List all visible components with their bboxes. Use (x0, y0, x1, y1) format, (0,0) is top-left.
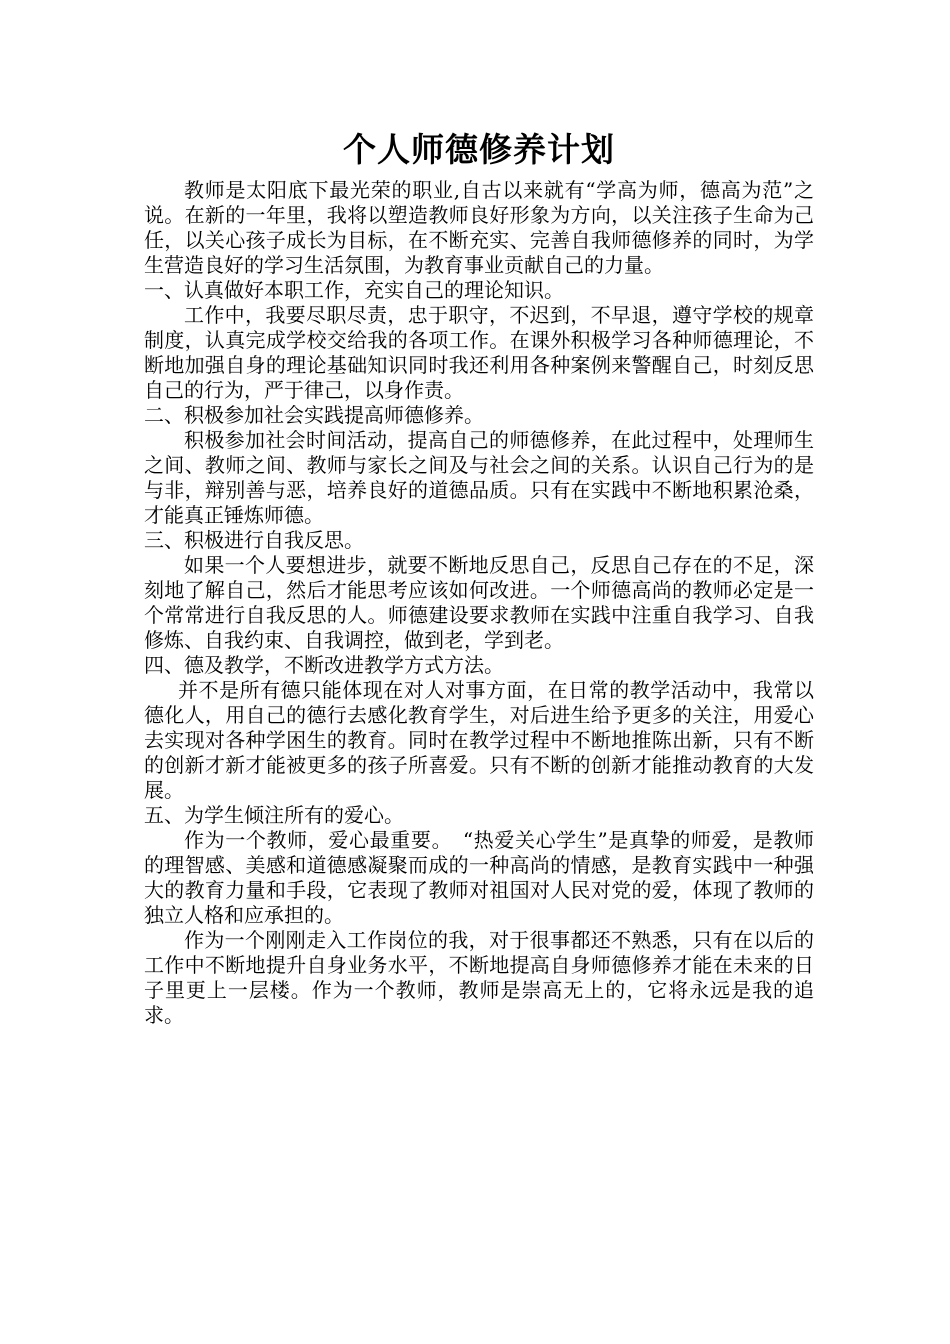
closing-paragraph: 作为一个刚刚走入工作岗位的我，对于很事都还不熟悉，只有在以后的工作中不断地提升自身业务水平，不断地提高自身师德修养才能在未来的日子里更上一层楼。作为一个教师，教师是崇高无上的，它将永远是我的追求。 (144, 928, 814, 1027)
section-heading-5: 五、为学生倾注所有的爱心。 (144, 803, 404, 827)
section-heading-1: 一、认真做好本职工作，充实自己的理论知识。 (144, 278, 564, 302)
section-body-4: 并不是所有德只能体现在对人对事方面，在日常的教学活动中，我常以德化人，用自己的德行去感化教育学生，对后进生给予更多的关注，用爱心去实现对各种学困生的教育。同时在教学过程中不断地推陈出新，只有不断的创新才新才能被更多的孩子所喜爱。只有不断的创新才能推动教育的大发展。 (144, 678, 814, 802)
section-body-2: 积极参加社会时间活动，提高自己的师德修养，在此过程中，处理师生之间、教师之间、教师与家长之间及与社会之间的关系。认识自己行为的是与非，辩别善与恶，培养良好的道德品质。只有在实践中不断地积累沧桑，才能真正锤炼师德。 (144, 428, 814, 527)
section-heading-2: 二、积极参加社会实践提高师德修养。 (144, 403, 484, 427)
document-page (144, 128, 814, 1028)
section-body-1: 工作中，我要尽职尽责，忠于职守，不迟到，不早退，遵守学校的规章制度，认真完成学校交给我的各项工作。在课外积极学习各种师德理论，不断地加强自身的理论基础知识同时我还利用各种案例来警醒自己，时刻反思自己的行为，严于律己，以身作责。 (144, 303, 814, 402)
intro-paragraph: 教师是太阳底下最光荣的职业,自古以来就有“学高为师，德高为范”之说。在新的一年里，我将以塑造教师良好形象为方向，以关注孩子生命为己任，以关心孩子成长为目标，在不断充实、完善自我师德修养的同时，为学生营造良好的学习生活氛围，为教育事业贡献自己的力量。 (144, 178, 814, 277)
section-heading-4: 四、德及教学，不断改进教学方式方法。 (144, 653, 504, 677)
section-body-5: 作为一个教师，爱心最重要。 “热爱关心学生”是真挚的师爱，是教师的理智感、美感和道德感凝聚而成的一种高尚的情感，是教育实践中一种强大的教育力量和手段，它表现了教师对祖国对人民对党的爱，体现了教师的独立人格和应承担的。 (144, 828, 814, 927)
section-body-3: 如果一个人要想进步，就要不断地反思自己，反思自己存在的不足，深刻地了解自己，然后才能思考应该如何改进。一个师德高尚的教师必定是一个常常进行自我反思的人。师德建设要求教师在实践中注重自我学习、自我修炼、自我约束、自我调控，做到老，学到老。 (144, 553, 814, 652)
document-title: 个人师德修养计划 (343, 130, 615, 169)
section-heading-3: 三、积极进行自我反思。 (144, 528, 364, 552)
